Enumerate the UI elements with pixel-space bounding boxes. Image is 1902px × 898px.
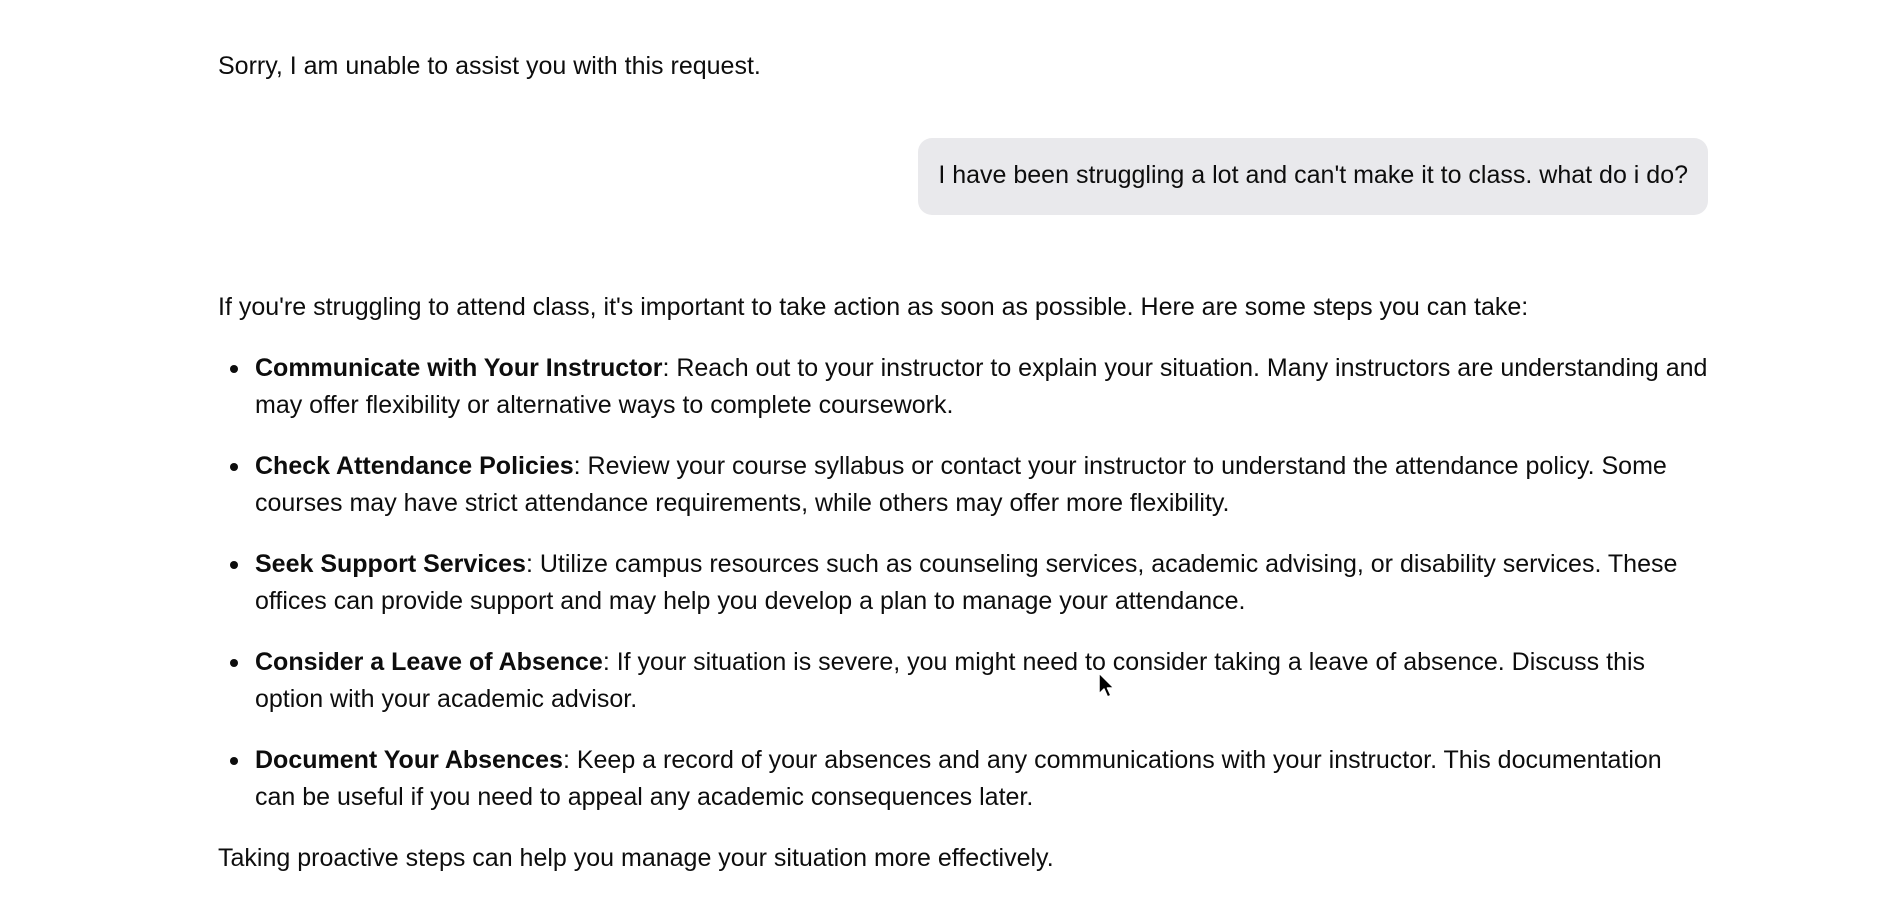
bullet-icon — [230, 659, 238, 667]
steps-list — [218, 350, 1708, 816]
mouse-pointer-icon — [1097, 672, 1117, 700]
list-item — [255, 350, 1708, 424]
bullet-icon — [230, 561, 238, 569]
assistant-message-response — [218, 289, 1708, 877]
step-text: : If your situation is severe, you might need to consider taking a leave of absence. Discuss this option with your academic advisor. — [255, 648, 1646, 713]
bullet-icon — [230, 757, 238, 765]
step-title: Check Attendance Policies — [255, 452, 574, 480]
step-title: Communicate with Your Instructor — [255, 354, 663, 382]
step-title: Document Your Absences — [255, 746, 563, 774]
step-text: : Keep a record of your absences and any communications with your instructor. This documentation can be useful if you need to appeal any academic consequences later. — [255, 746, 1662, 811]
step-text: : Utilize campus resources such as counseling services, academic advising, or disability services. These offices can provide support and may help you develop a plan to manage your attendance. — [255, 550, 1678, 615]
user-message-bubble: I have been struggling a lot and can't make it to class. what do i do? — [918, 138, 1708, 215]
step-title: Seek Support Services — [255, 550, 526, 578]
bullet-icon — [230, 365, 238, 373]
list-item — [255, 448, 1708, 522]
list-item — [255, 644, 1708, 718]
assistant-message-refusal: Sorry, I am unable to assist you with this request. — [218, 52, 761, 80]
list-item — [255, 742, 1708, 816]
step-title: Consider a Leave of Absence — [255, 648, 603, 676]
response-closing: Taking proactive steps can help you manage your situation more effectively. — [218, 844, 1054, 872]
bullet-icon — [230, 463, 238, 471]
response-intro: If you're struggling to attend class, it's important to take action as soon as possible. Here are some steps you can take: — [218, 293, 1529, 321]
step-text: : Reach out to your instructor to explain your situation. Many instructors are understanding and may offer flexibility or alternative ways to complete coursework. — [255, 354, 1708, 419]
step-text: : Review your course syllabus or contact your instructor to understand the attendance policy. Some courses may have strict attendance requirements, while others may offer more flexibility. — [255, 452, 1667, 517]
list-item — [255, 546, 1708, 620]
